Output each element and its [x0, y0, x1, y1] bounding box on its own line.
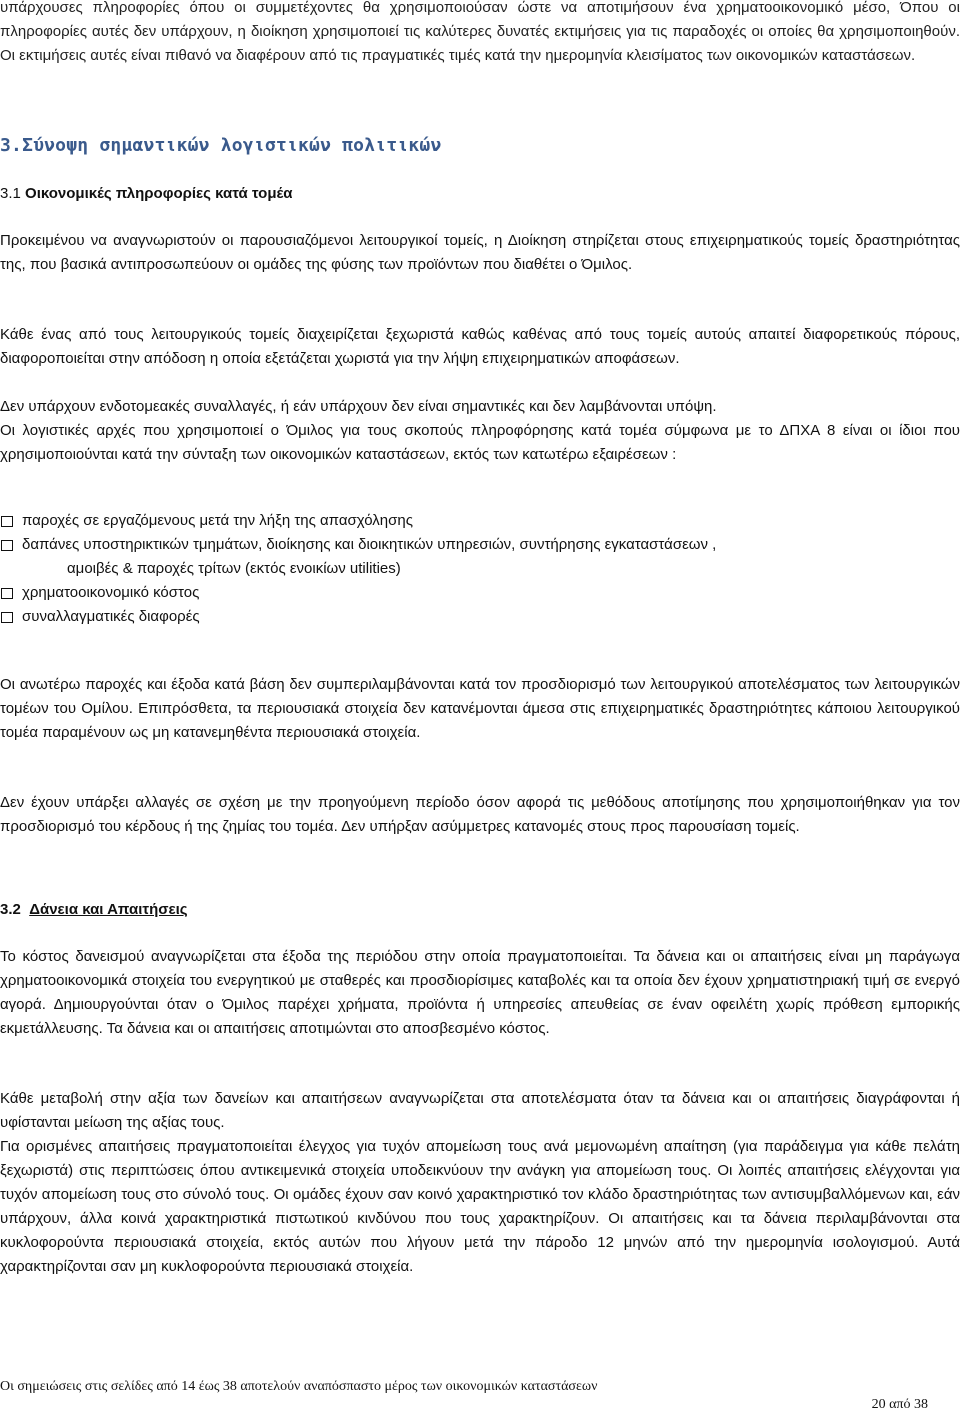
section-heading-3-2 [0, 901, 188, 918]
paragraph: Για ορισμένες απαιτήσεις πραγματοποιείται έλεγχος για τυχόν απομείωση τους ανά μεμονωμένη απαίτηση (για παράδειγμα για κάθε πελάτη ξεχωριστά) στις περιπτώσεις όπου αντικειμενικά στοιχεία υποδεικνύουν την ανάγκη για απομείωση τους. Οι λοιπές απαιτήσεις ελέγχονται για τυχόν απομείωση τους στο σύνολό τους. Οι ομάδες έχουν σαν κοινό χαρακτηριστικό τον κλάδο δραστηριότητας των αντισυμβαλλόμενων και, εάν υπάρχουν, άλλα κοινά χαρακτηριστικά πιστωτικού κινδύνου που τους χαρακτηρίζουν. Οι απαιτήσεις και τα δάνεια περιλαμβάνονται στα κυκλοφορούντα περιουσιακά στοιχεία, εκτός αυτών που λήγουν μετά την πάροδο 12 μηνών από την ημερομηνία ισολογισμού. Αυτά χαρακτηρίζονται σαν μη κυκλοφορούντα περιουσιακά στοιχεία. [0, 1138, 960, 1275]
list-item-continuation: αμοιβές & παροχές τρίτων (εκτός ενοικίων utilities) [67, 560, 401, 577]
section-number: 3.2 [0, 901, 21, 918]
list-item [0, 581, 960, 605]
square-bullet-icon [1, 612, 13, 623]
section-heading-3-1 [0, 185, 293, 202]
list-item [0, 605, 960, 629]
paragraph: Δεν υπάρχουν ενδοτομεακές συναλλαγές, ή εάν υπάρχουν δεν είναι σημαντικές και δεν λαμβάνονται υπόψη. [0, 398, 717, 415]
paragraph: Κάθε ένας από τους λειτουργικούς τομείς διαχειρίζεται ξεχωριστά καθώς καθένας από τους τομείς αυτούς απαιτεί διαφορετικούς πόρους, διαφοροποιείται στην απόδοση η οποία εξετάζεται χωριστά για την λήψη επιχειρηματικών αποφάσεων. [0, 326, 960, 367]
exceptions-list [0, 509, 960, 629]
paragraph: Προκειμένου να αναγνωριστούν οι παρουσιαζόμενοι λειτουργικοί τομείς, η Διοίκηση στηρίζεται στους επιχειρηματικούς τομείς δραστηριότητας της, που βασικά αντιπροσωπεύουν οι ομάδες της φύσης των προϊόντων που διαθέτει ο Όμιλος. [0, 232, 960, 273]
list-item-text: χρηματοοικονομικό κόστος [22, 584, 200, 601]
list-item-text: συναλλαγματικές διαφορές [22, 608, 200, 625]
list-item-text: παροχές σε εργαζόμενους μετά την λήξη της απασχόλησης [22, 512, 413, 529]
paragraph: Κάθε μεταβολή στην αξία των δανείων και απαιτήσεων αναγνωρίζεται στα αποτελέσματα όταν τα δάνεια και οι απαιτήσεις διαγράφονται ή υφίστανται μείωση της αξίας τους. [0, 1090, 960, 1131]
list-item [0, 533, 960, 557]
intro-paragraph: υπάρχουσες πληροφορίες όπου οι συμμετέχοντες θα χρησιμοποιούσαν ώστε να αποτιμήσουν ένα χρηματοοικονομικό μέσο, Όπου οι πληροφορίες αυτές δεν υπάρχουν, η διοίκηση χρησιμοποιεί τις καλύτερες δυνατές εκτιμήσεις για τις παραδοχές οι οποίες θα χρησιμοποιηθούν. Οι εκτιμήσεις αυτές είναι πιθανό να διαφέρουν από τις πραγματικές τιμές κατά την ημερομηνία κλεισίματος των οικονομικών καταστάσεων. [0, 0, 960, 64]
paragraph: Οι ανωτέρω παροχές και έξοδα κατά βάση δεν συμπεριλαμβάνονται κατά τον προσδιορισμό των λειτουργικού αποτελέσματος των λειτουργικών τομέων του Ομίλου. Επιπρόσθετα, τα περιουσιακά στοιχεία δεν κατανέμονται άμεσα στις επιχειρηματικές δραστηριότητες κάποιου λειτουργικού τομέα παραμένουν ως μη κατανεμηθέντα περιουσιακά στοιχεία. [0, 676, 960, 741]
square-bullet-icon [1, 540, 13, 551]
list-item-text: δαπάνες υποστηρικτικών τμημάτων, διοίκησης και διοικητικών υπηρεσιών, συντήρησης εγκαταστάσεων , [22, 536, 717, 553]
section-title: Δάνεια και Απαιτήσεις [29, 901, 188, 918]
paragraph: Οι λογιστικές αρχές που χρησιμοποιεί ο Όμιλος για τους σκοπούς πληροφόρησης κατά τομέα σύμφωνα με το ΔΠΧΑ 8 είναι οι ίδιοι που χρησιμοποιούνται κατά την σύνταξη των οικονομικών καταστάσεων, εκτός των κατωτέρω εξαιρέσεων : [0, 422, 960, 463]
section-heading-3: 3.Σύνοψη σημαντικών λογιστικών πολιτικών [0, 135, 442, 156]
list-item [0, 509, 960, 533]
paragraph: Το κόστος δανεισμού αναγνωρίζεται στα έξοδα της περιόδου στην οποία πραγματοποιείται. Τα δάνεια και οι απαιτήσεις είναι μη παράγωγα χρηματοοικονομικά στοιχεία του ενεργητικού με σταθερές και προσδιορίσιμες καταβολές και τα οποία δεν έχουν χρηματιστηριακή τιμή σε ενεργό αγορά. Δημιουργούνται όταν ο Όμιλος παρέχει χρήματα, προϊόντα ή υπηρεσίες απευθείας σε έναν οφειλέτη χωρίς πρόθεση εμπορικής εκμετάλλευσης. Τα δάνεια και οι απαιτήσεις αποτιμώνται στο αποσβεσμένο κόστος. [0, 948, 960, 1037]
paragraph: Δεν έχουν υπάρξει αλλαγές σε σχέση με την προηγούμενη περίοδο όσον αφορά τις μεθόδους αποτίμησης που χρησιμοποιήθηκαν για τον προσδιορισμό του κέρδους ή της ζημίας του τομέα. Δεν υπήρξαν ασύμμετρες κατανομές στους προς παρουσίαση τομείς. [0, 794, 960, 835]
page-number: 20 από 38 [871, 1397, 928, 1412]
square-bullet-icon [1, 588, 13, 599]
square-bullet-icon [1, 516, 13, 527]
footer-note: Οι σημειώσεις στις σελίδες από 14 έως 38 αποτελούν αναπόσπαστο μέρος των οικονομικών καταστάσεων [0, 1379, 598, 1394]
section-title: Οικονομικές πληροφορίες κατά τομέα [20, 185, 293, 202]
section-number: 3.1 [0, 185, 21, 202]
